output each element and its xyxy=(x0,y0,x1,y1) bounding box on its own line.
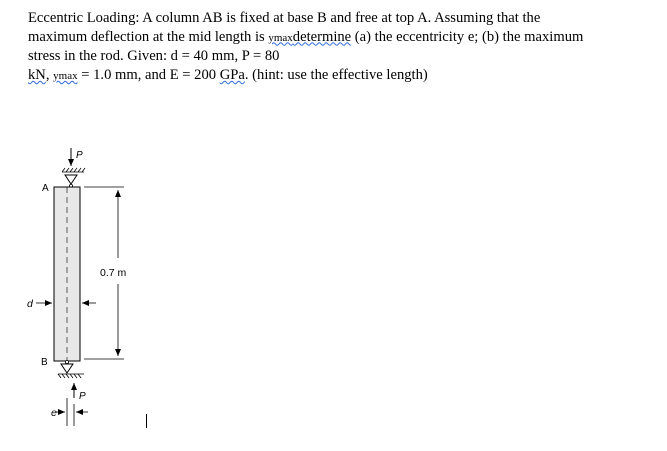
line2-text-b: (a) the eccentricity e; (b) the maximum xyxy=(351,28,584,45)
bottom-pin-support xyxy=(61,360,73,373)
top-pin-support xyxy=(65,175,77,188)
line4-text-a: = 1.0 mm, and E = 200 xyxy=(77,66,220,83)
label-p-bottom: P xyxy=(79,391,86,402)
column-rod xyxy=(54,187,80,361)
top-hatch xyxy=(62,168,85,172)
text-cursor xyxy=(146,414,147,428)
problem-line-3: stress in the rod. Given: d = 40 mm, P = 80 xyxy=(28,48,280,65)
label-b: B xyxy=(41,357,48,368)
gpa-term: GPa xyxy=(219,66,245,83)
ymax-term-2: ymax xyxy=(53,69,78,82)
kn-term: kN xyxy=(28,66,46,83)
label-length: 0.7 m xyxy=(100,267,127,279)
determine-term: determine xyxy=(292,28,352,45)
label-p-top: P xyxy=(76,150,83,161)
bottom-hatch xyxy=(58,374,84,378)
label-a: A xyxy=(42,183,49,194)
label-e: e xyxy=(51,407,57,419)
line4-text-b: . (hint: use the effective length) xyxy=(244,66,428,83)
problem-line-4: kN, ymax = 1.0 mm, and E = 200 GPa. (hint: use the effective length) xyxy=(28,66,428,83)
problem-line-1: Eccentric Loading: A column AB is fixed at base B and free at top A. Assuming that the xyxy=(28,10,541,26)
label-d: d xyxy=(27,298,33,310)
ymax-term: ymax xyxy=(268,31,293,44)
line2-text-a: maximum deflection at the mid length is xyxy=(28,28,269,45)
eccentricity-dimension xyxy=(56,398,88,426)
